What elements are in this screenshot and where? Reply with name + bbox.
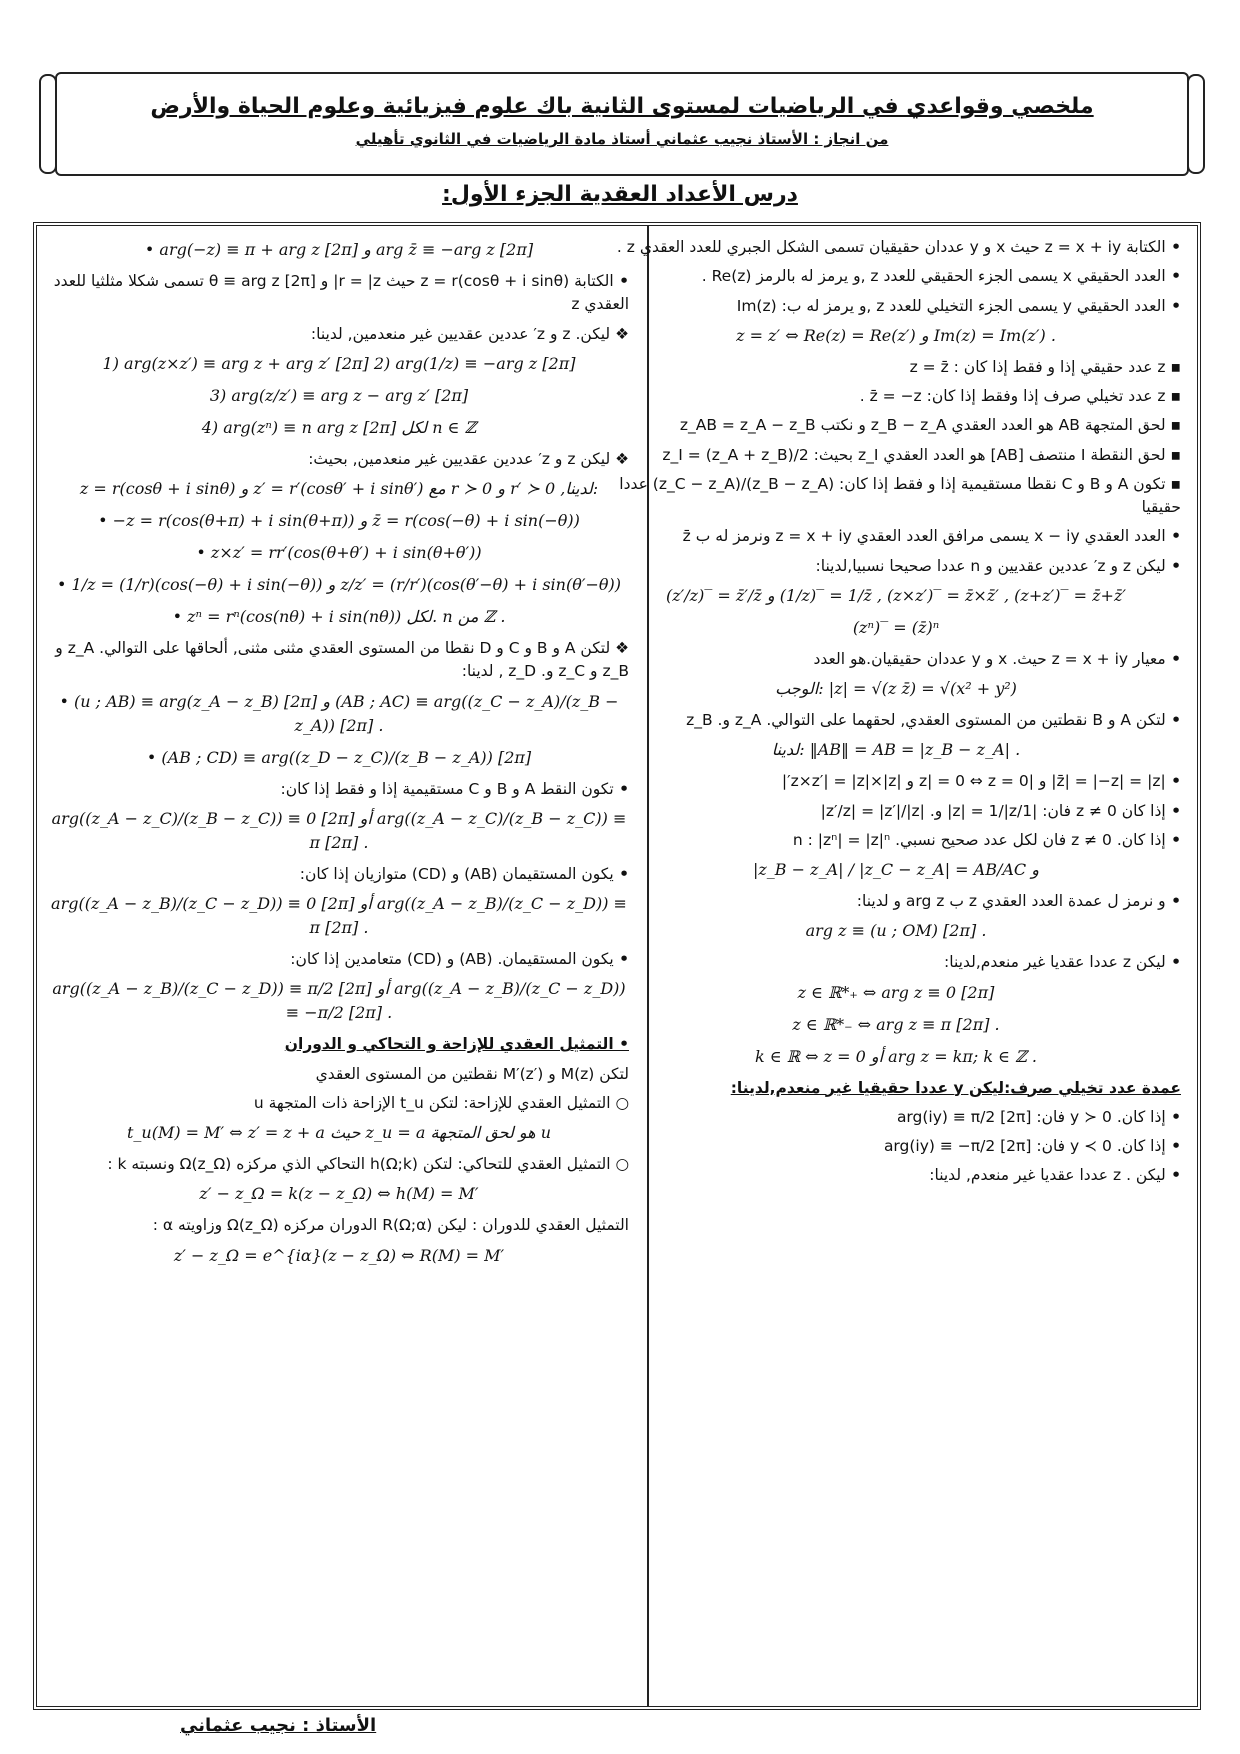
left-col-line: • الكتابة z = r(cosθ + i sinθ) حيث r = |z| و θ ≡ arg z [2π] تسمى شكلا مثلثيا للعدد العقدي z (49, 270, 629, 317)
left-col-line: • z×z′ = rr′(cos(θ+θ′) + i sin(θ+θ′)) (196, 543, 482, 562)
left-col-line: ○ التمثيل العقدي للتحاكي: لتكن h(Ω;k) التحاكي الذي مركزه Ω(z_Ω) ونسبته k : (49, 1153, 629, 1176)
right-col-line: • |z̄| = |−z| = |z| و |z| = 0 ⇔ z = 0 و |z×z′| = |z|×|z′| (611, 770, 1181, 793)
page-subtitle: من انجاز : الأستاذ نجيب عثماني أستاذ مادة الرياضيات في الثانوي تأهيلي (355, 130, 889, 148)
right-col-line: • ليكن z عددا عقديا غير منعدم,لدينا: (611, 951, 1181, 974)
right-col-line: • إذا كان z ≠ 0 فان: |1/z| = 1/|z| و. |z′/z| = |z′|/|z| (611, 800, 1181, 823)
left-col-line: t_u(M) = M′ ⇔ z′ = z + a حيث z_u = a هو لحق المتجهة u (126, 1123, 551, 1142)
lesson-title: درس الأعداد العقدية الجزء الأول: (442, 182, 798, 207)
left-col-line: 3) arg(z/z′) ≡ arg z − arg z′ [2π] (209, 385, 469, 405)
right-col-line: الوجب: |z| = √(z z̄) = √(x² + y²) (775, 679, 1017, 698)
right-col-line: k ∈ ℝ ⇔ z = 0 أو arg z = kπ; k ∈ ℤ . (755, 1046, 1037, 1066)
left-col-line: arg((z_A − z_C)/(z_B − z_C)) ≡ 0 [2π] أو arg((z_A − z_C)/(z_B − z_C)) ≡ π [2π] . (51, 808, 627, 852)
left-col-line: z′ − z_Ω = e^{iα}(z − z_Ω) ⇔ R(M) = M′ (173, 1245, 505, 1265)
left-col-line: • zⁿ = rⁿ(cos(nθ) + i sin(nθ)) لكل. n من ℤ . (172, 607, 506, 626)
title-scroll (55, 72, 1189, 176)
page-title: ملخصي وقواعدي في الرياضيات لمستوى الثانية باك علوم فيزيائية وعلوم الحياة والأرض (150, 94, 1094, 119)
left-col-line: ○ التمثيل العقدي للإزاحة: لتكن t_u الإزاحة ذات المتجهة u (49, 1092, 629, 1115)
right-col-line: z ∈ ℝ*₋ ⇔ arg z ≡ π [2π] . (792, 1014, 1000, 1034)
left-col-line: ❖ لتكن A و B و C و D نقطا من المستوى العقدي مثنى مثنى, ألحاقها على التوالي. z_A و z_B و z_C و. z_D , لدينا: (49, 637, 629, 684)
left-col-line: • arg(−z) ≡ π + arg z [2π] و arg z̄ ≡ −arg z [2π] (144, 240, 534, 259)
right-col-line: ▪ لحق المتجهة AB هو العدد العقدي z_B − z_A و نكتب z_AB = z_A − z_B (611, 414, 1181, 437)
right-col-line: • العدد الحقيقي x يسمى الجزء الحقيقي للعدد z ,و يرمز له بالرمز Re(z) . (611, 265, 1181, 288)
right-col-line: • إذا كان. y ≺ 0 فان: arg(iy) ≡ −π/2 [2π] (611, 1135, 1181, 1158)
right-col-line: عمدة عدد تخيلي صرف:ليكن y عددا حقيقيا غير منعدم,لدينا: (730, 1078, 1181, 1097)
left-col-line: • (u ; AB) ≡ arg(z_A − z_B) [2π] و (AB ; AC) ≡ arg((z_C − z_A)/(z_B − z_A)) [2π] . (59, 691, 619, 735)
left-col-line: arg((z_A − z_B)/(z_C − z_D)) ≡ π/2 [2π] أو arg((z_A − z_B)/(z_C − z_D)) ≡ −π/2 [2π] . (52, 979, 626, 1023)
right-col-line: (zⁿ)‾ = (z̄)ⁿ (852, 617, 940, 637)
right-col-line: • العدد الحقيقي y يسمى الجزء التخيلي للعدد z ,و يرمز له ب: Im(z) (611, 295, 1181, 318)
right-col-line: • الكتابة z = x + iy حيث x و y عددان حقيقيان تسمى الشكل الجبري للعدد العقدي z . (611, 236, 1181, 259)
right-col-line: ▪ z عدد حقيقي إذا و فقط إذا كان : z = z̄ (611, 356, 1181, 379)
left-col-line: 4) arg(zⁿ) ≡ n arg z [2π] لكل n ∈ ℤ (201, 417, 477, 437)
right-col-line: • و نرمز ل عمدة العدد العقدي z ب arg z و لدينا: (611, 890, 1181, 913)
right-col-line: • إذا كان. z ≠ 0 فان لكل عدد صحيح نسبي. n : |zⁿ| = |z|ⁿ (611, 829, 1181, 852)
right-col-line: (z′/z)‾ = z̄′/z̄ و (1/z)‾ = 1/z̄ , (z×z′)‾ = z̄×z̄′ , (z+z′)‾ = z̄+z̄′ (665, 585, 1127, 605)
right-col-line: |z_B − z_A| / |z_C − z_A| = AB/AC و (752, 860, 1039, 879)
left-col-line: • التمثيل العقدي للإزاحة و التحاكي و الدوران (284, 1035, 629, 1054)
right-col-line: لدينا: ‖AB‖ = AB = |z_B − z_A| . (771, 740, 1021, 760)
left-col-line: • يكون المستقيمان. (AB) و (CD) متعامدين إذا كان: (49, 948, 629, 971)
left-col-line: • تكون النقط A و B و C مستقيمية إذا و فقط إذا كان: (49, 778, 629, 801)
left-col-line: • (AB ; CD) ≡ arg((z_D − z_C)/(z_B − z_A)) [2π] (146, 747, 532, 767)
left-col-line: arg((z_A − z_B)/(z_C − z_D)) ≡ 0 [2π] أو arg((z_A − z_B)/(z_C − z_D)) ≡ π [2π] . (51, 894, 627, 937)
left-column (49, 236, 629, 1276)
right-col-line: • إذا كان. y ≻ 0 فان: arg(iy) ≡ π/2 [2π] (611, 1106, 1181, 1129)
left-col-line: z′ − z_Ω = k(z − z_Ω) ⇔ h(M) = M′ (199, 1184, 479, 1204)
left-col-line: • 1/z = (1/r)(cos(−θ) + i sin(−θ)) و z/z′ = (r/r′)(cos(θ′−θ) + i sin(θ′−θ)) (56, 575, 621, 594)
right-col-line: • معيار z = x + iy حيث. x و y عددان حقيقيان.هو العدد (611, 648, 1181, 671)
author-footer: الأستاذ : نجيب عثماني (180, 1715, 377, 1736)
right-col-line: z ∈ ℝ*₊ ⇔ arg z ≡ 0 [2π] (797, 982, 995, 1002)
right-col-line: • ليكن . z عددا عقديا غير منعدم, لدينا: (611, 1164, 1181, 1187)
left-col-line: لتكن M(z) و M′(z′) نقطتين من المستوى العقدي (315, 1064, 629, 1083)
right-column (611, 236, 1181, 1194)
right-col-line: • ليكن z و z′ عددين عقديين و n عددا صحيحا نسبيا,لدينا: (611, 555, 1181, 578)
right-col-line: arg z ≡ (u ; OM) [2π] . (805, 921, 987, 941)
right-col-line: • العدد العقدي x − iy يسمى مرافق العدد العقدي z = x + iy ونرمز له ب z̄ (611, 525, 1181, 548)
right-col-line: ▪ z عدد تخيلي صرف إذا وفقط إذا كان: z̄ = −z . (611, 385, 1181, 408)
left-col-line: ❖ ليكن z و z′ عددين عقديين غير منعدمين, بحيث: (49, 448, 629, 471)
left-col-line: • −z = r(cos(θ+π) + i sin(θ+π)) و z̄ = r(cos(−θ) + i sin(−θ)) (98, 511, 580, 530)
right-col-line: z = z′ ⇔ Re(z) = Re(z′) و Im(z) = Im(z′) . (736, 325, 1056, 345)
right-col-line: ▪ لحق النقطة I منتصف [AB] هو العدد العقدي z_I بحيث: z_I = (z_A + z_B)/2 (611, 444, 1181, 467)
content-frame (33, 222, 1201, 1710)
left-col-line: • يكون المستقيمان (AB) و (CD) متوازيان إذا كان: (49, 863, 629, 886)
left-col-line: 1) arg(z×z′) ≡ arg z + arg z′ [2π] 2) arg(1/z) ≡ −arg z [2π] (102, 353, 576, 373)
left-col-line: z = r(cosθ + i sinθ) و z′ = r′(cosθ′ + i sinθ′) مع r ≻ 0 و r′ ≻ 0 ,لدينا: (79, 479, 599, 498)
left-col-line: ❖ ليكن. z و z′ عددين عقديين غير منعدمين, لدينا: (49, 323, 629, 346)
right-col-line: ▪ تكون A و B و C نقطا مستقيمية إذا و فقط إذا كان: (z_B − z_A)/(z_C − z_A) عددا حقيقيا (611, 473, 1181, 520)
left-col-line: التمثيل العقدي للدوران : ليكن R(Ω;α) الدوران مركزه Ω(z_Ω) وزاويته α : (152, 1216, 629, 1235)
right-col-line: • لتكن A و B نقطتين من المستوى العقدي, لحقهما على التوالي. z_A و. z_B (611, 709, 1181, 732)
